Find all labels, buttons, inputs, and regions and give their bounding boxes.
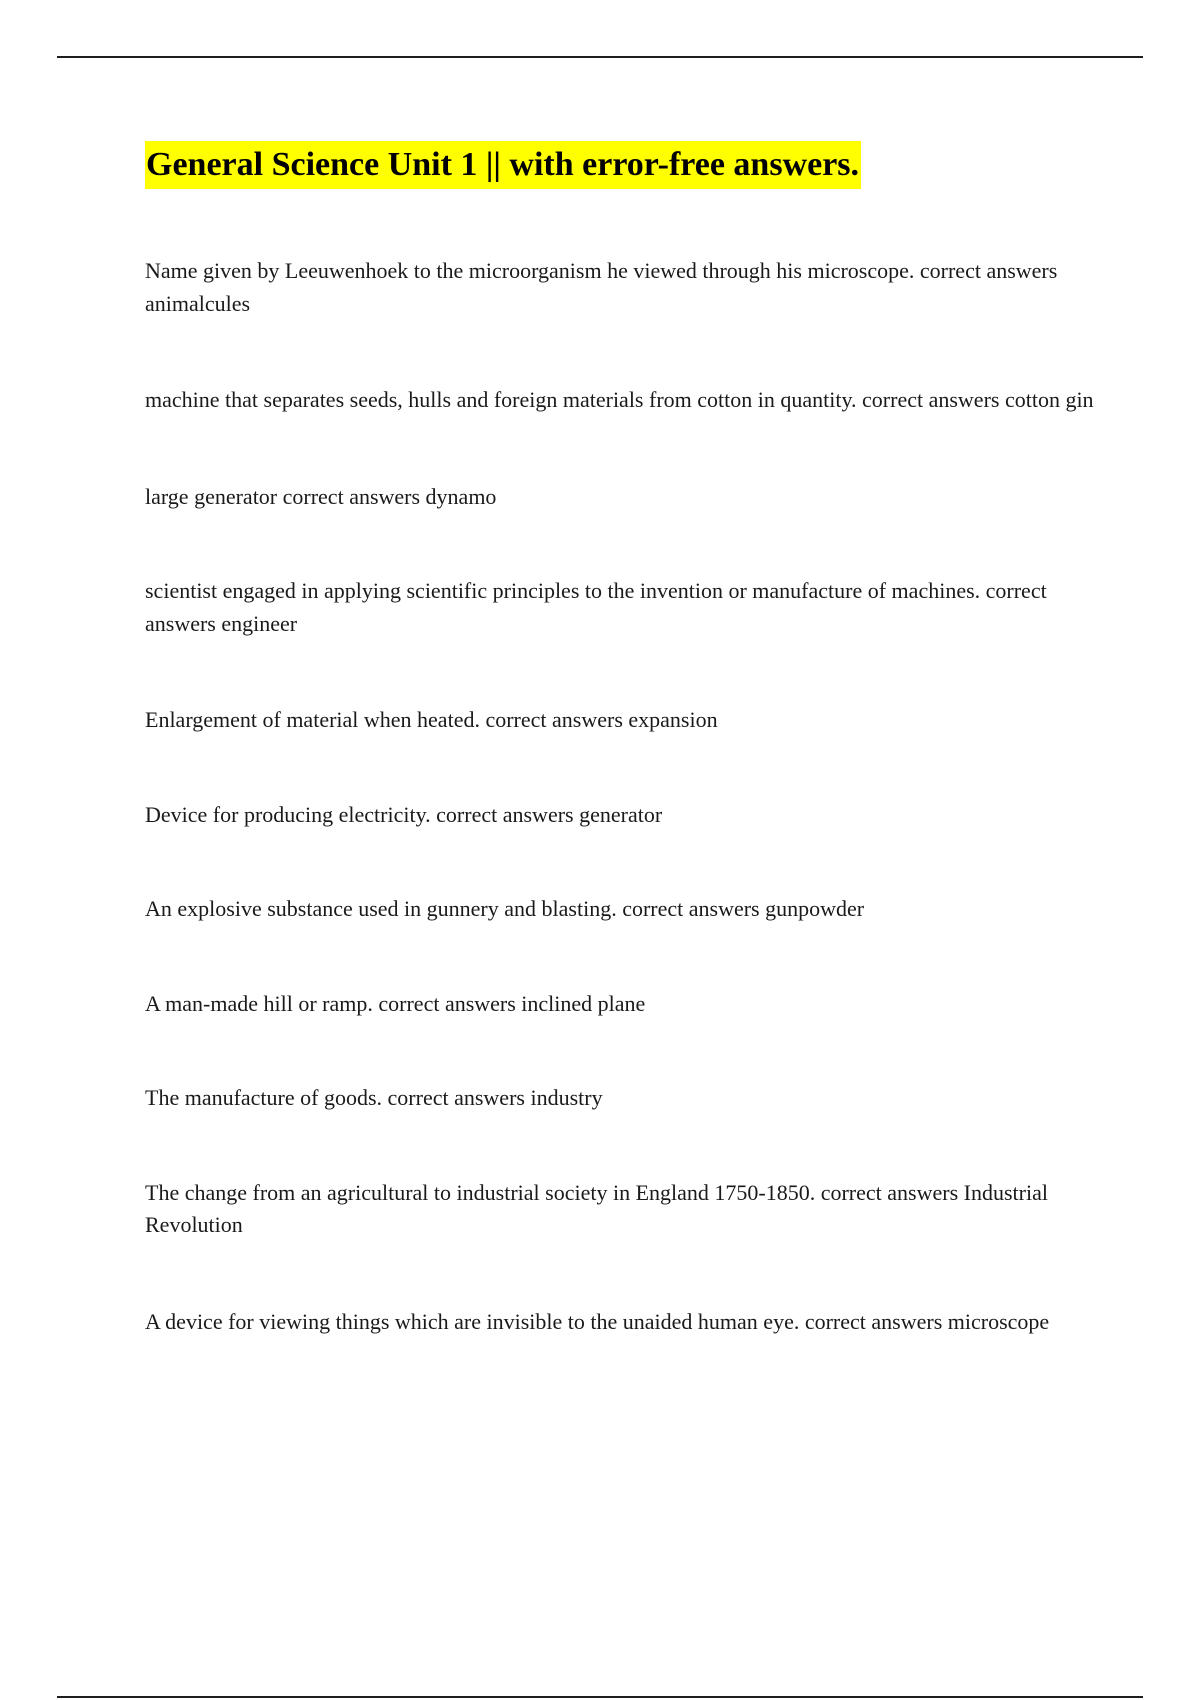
qa-item-microscope: A device for viewing things which are invisible to the unaided human eye. correct answers microscope xyxy=(145,1308,1050,1334)
qa-item-expansion: Enlargement of material when heated. correct answers expansion xyxy=(145,707,718,732)
qa-item-inclined-plane: A man-made hill or ramp. correct answers inclined plane xyxy=(145,990,646,1016)
question-answer-list xyxy=(145,255,1095,1338)
qa-item-industrial-revolution: The change from an agricultural to industrial society in England 1750-1850. correct answers Industrial Revolution xyxy=(145,1179,1048,1237)
qa-item-industry: The manufacture of goods. correct answers industry xyxy=(145,1085,603,1110)
qa-item-gunpowder: An explosive substance used in gunnery and blasting. correct answers gunpowder xyxy=(145,896,865,921)
qa-item-cotton-gin: machine that separates seeds, hulls and foreign materials from cotton in quantity. correct answers cotton gin xyxy=(145,387,1094,412)
page-footer-rule xyxy=(57,1696,1143,1698)
qa-item-dynamo: large generator correct answers dynamo xyxy=(145,483,497,509)
qa-item-generator: Device for producing electricity. correct answers generator xyxy=(145,801,663,827)
page-header-rule xyxy=(57,56,1143,58)
qa-item-animalcules: Name given by Leeuwenhoek to the microorganism he viewed through his microscope. correct answers animalcules xyxy=(145,258,1058,316)
document-title: General Science Unit 1 || with error-free answers. xyxy=(145,141,861,189)
title-block xyxy=(145,141,861,189)
qa-item-engineer: scientist engaged in applying scientific principles to the invention or manufacture of machines. correct answers engineer xyxy=(145,578,1047,636)
